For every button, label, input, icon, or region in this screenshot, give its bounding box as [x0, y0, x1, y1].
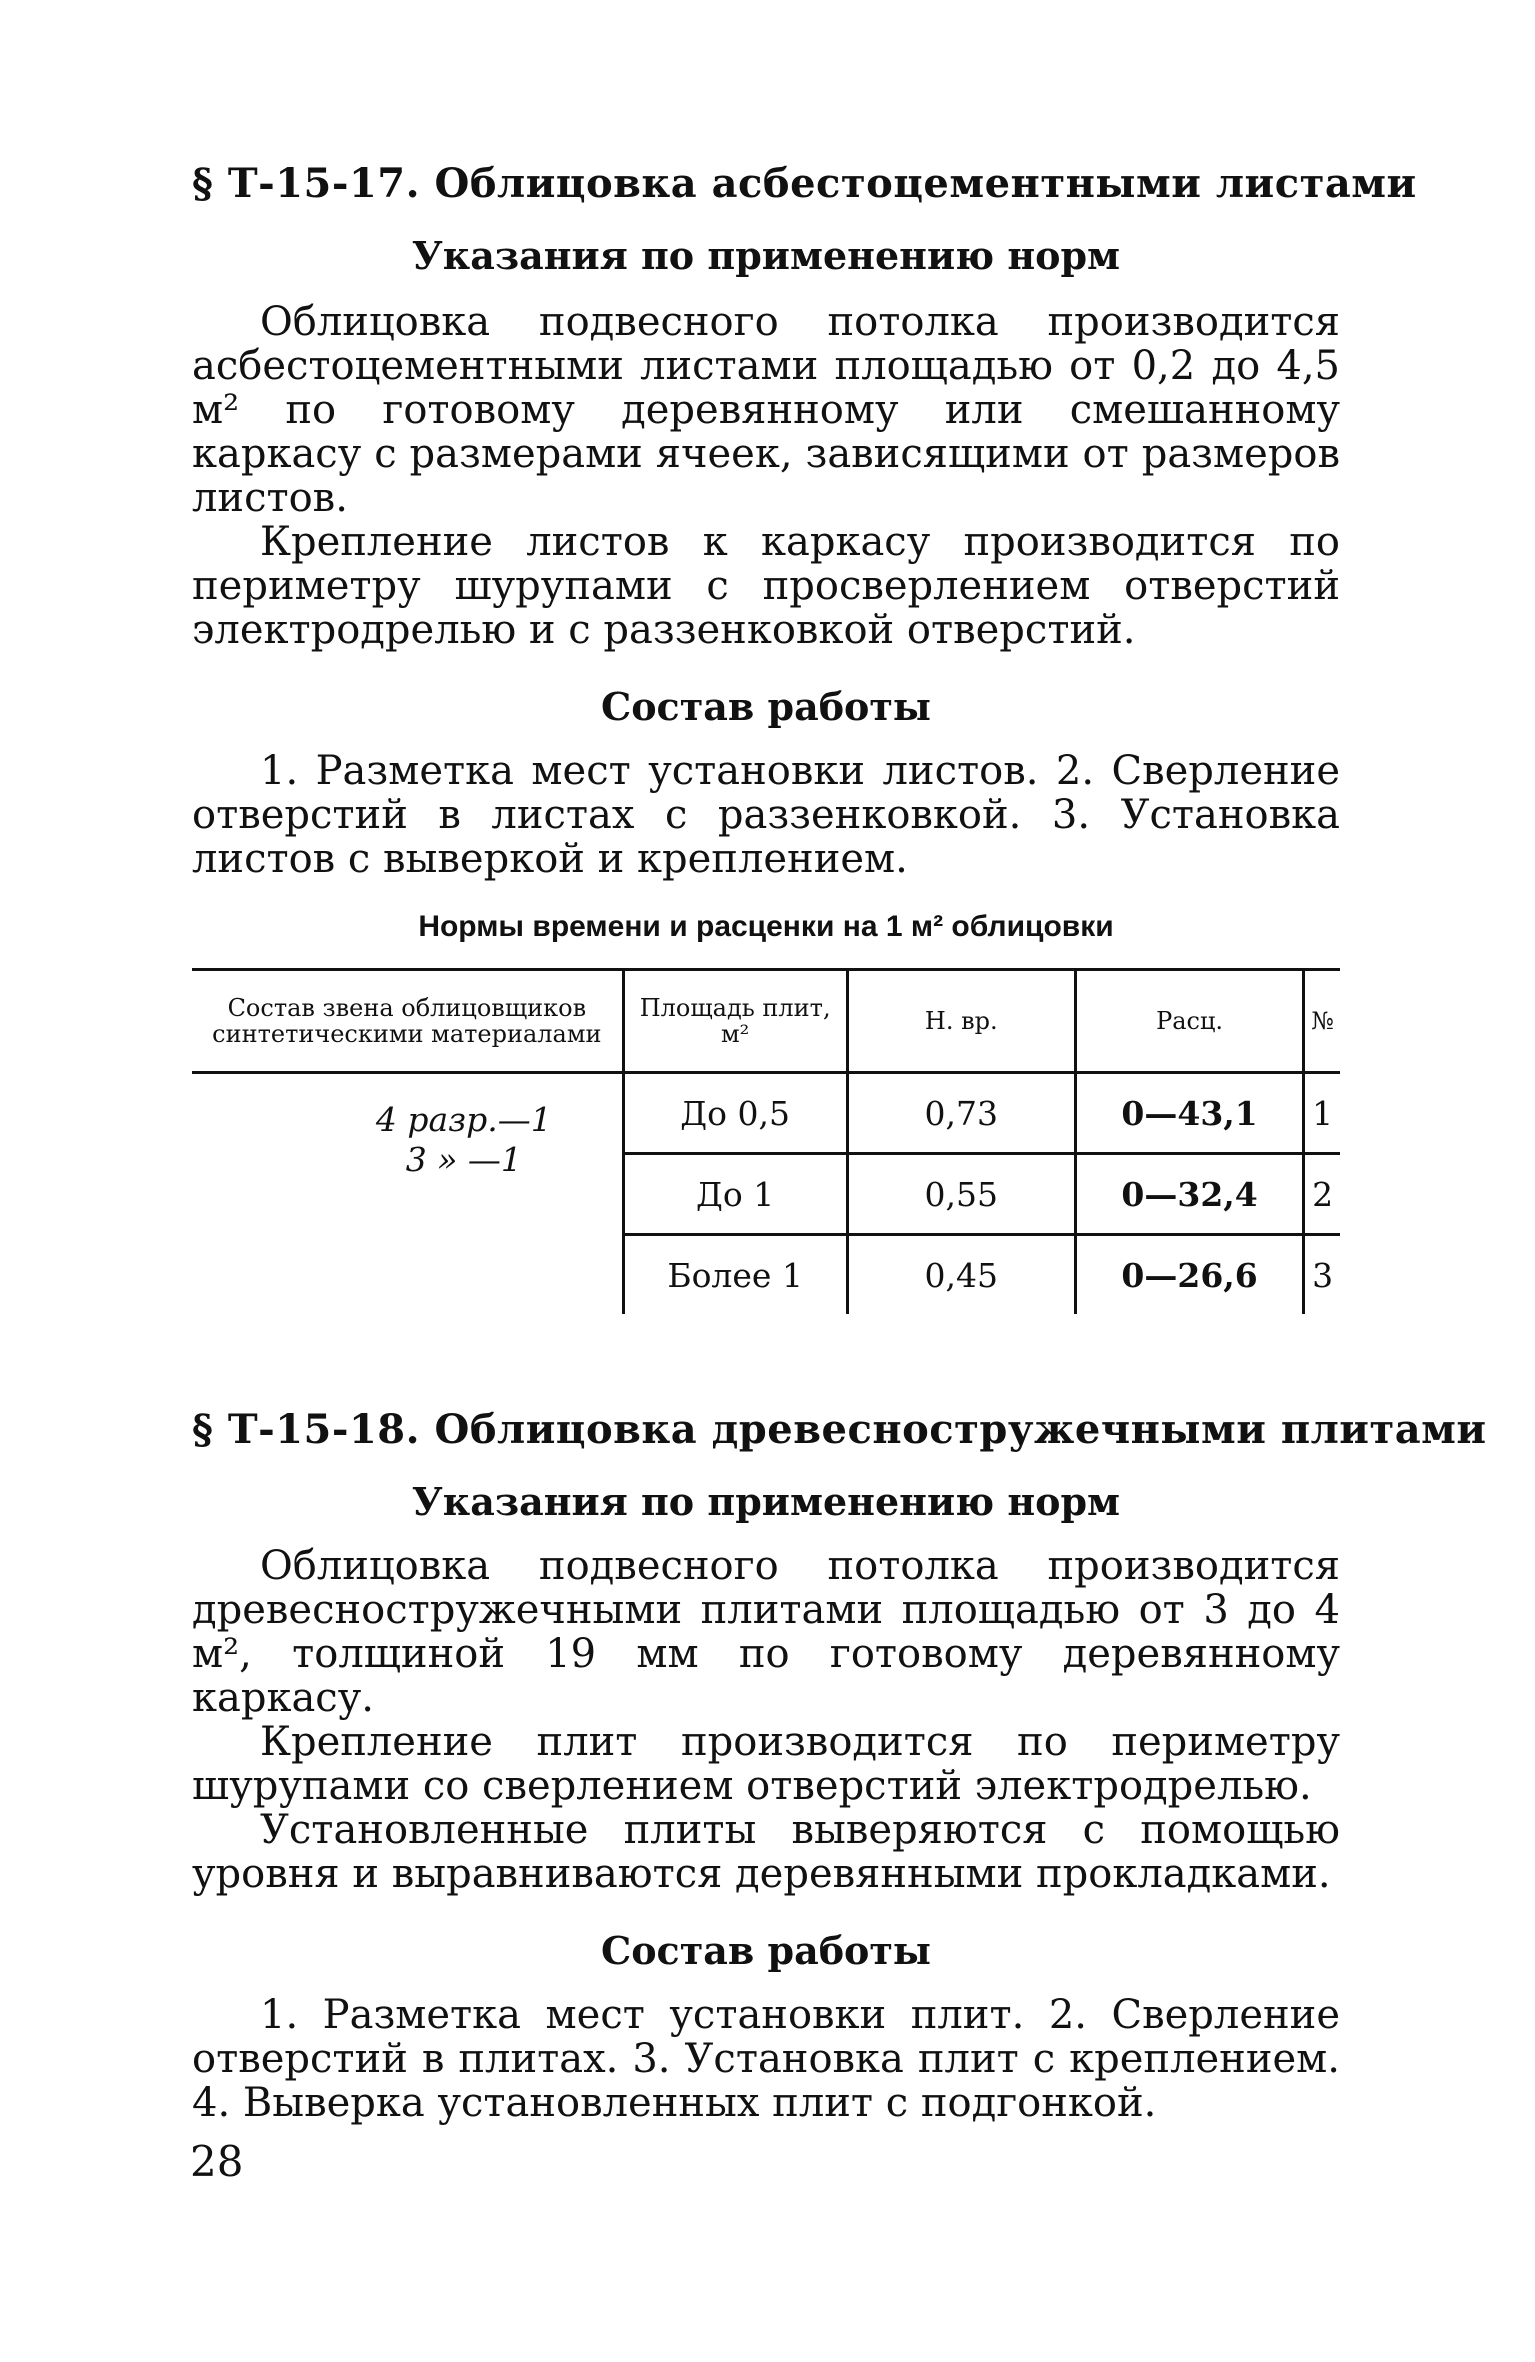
section-2-paragraph-1: Облицовка подвесного потолка производится древесностружечными плитами площадью от 3 до 4 м², толщиной 19 мм по готовому деревянному каркасу.	[192, 1543, 1340, 1721]
section-2-work-heading: Состав работы	[600, 1928, 932, 1973]
area-cell: До 0,5	[623, 1073, 847, 1154]
header-crew: Состав звена облицовщиков синтетическими материалами	[192, 970, 623, 1073]
section-2-work-text: 1. Разметка мест установки плит. 2. Сверление отверстий в плитах. 3. Установка плит с креплением. 4. Выверка установленных плит с подгонкой.	[192, 1992, 1340, 2126]
section-2-instructions-heading: Указания по применению норм	[411, 1479, 1121, 1524]
table-header-row	[192, 970, 1340, 1073]
section-2-title: § Т-15-18. Облицовка древесностружечными плитами	[192, 1406, 1487, 1453]
crew-line-1: 4 разр.—1	[375, 1100, 552, 1139]
section-1-work-text: 1. Разметка мест установки листов. 2. Сверление отверстий в листах с раззенковкой. 3. Установка листов с выверкой и креплением.	[192, 748, 1340, 882]
section-1-title: § Т-15-17. Облицовка асбестоцементными листами	[192, 160, 1417, 207]
area-cell: До 1	[623, 1154, 847, 1235]
num-cell: 1	[1304, 1073, 1340, 1154]
rate-cell: 0—43,1	[1075, 1073, 1303, 1154]
header-num: №	[1304, 970, 1340, 1073]
norms-table	[192, 968, 1340, 1314]
section-1-work-heading: Состав работы	[600, 684, 932, 729]
rate-cell: 0—32,4	[1075, 1154, 1303, 1235]
section-1-paragraph-2: Крепление листов к каркасу производится по периметру шурупами с просверлением отверстий электродрелью и с раззенковкой отверстий.	[192, 519, 1340, 653]
header-rate: Расц.	[1075, 970, 1303, 1073]
area-cell: Более 1	[623, 1235, 847, 1315]
section-2	[192, 1406, 1487, 2126]
table-title: Нормы времени и расценки на 1 м² облицовки	[418, 910, 1114, 943]
num-cell: 3	[1304, 1235, 1340, 1315]
num-cell: 2	[1304, 1154, 1340, 1235]
time-cell: 0,55	[847, 1154, 1075, 1235]
header-area: Площадь плит, м²	[623, 970, 847, 1073]
section-2-paragraph-3: Установленные плиты выверяются с помощью уровня и выравниваются деревянными прокладками.	[192, 1807, 1340, 1897]
section-1	[192, 160, 1417, 882]
time-cell: 0,45	[847, 1235, 1075, 1315]
rate-cell: 0—26,6	[1075, 1235, 1303, 1315]
crew-cell	[192, 1073, 623, 1315]
norms-table-block	[192, 910, 1340, 1314]
time-cell: 0,73	[847, 1073, 1075, 1154]
header-time: Н. вр.	[847, 970, 1075, 1073]
section-2-paragraph-2: Крепление плит производится по периметру шурупами со сверлением отверстий электродрелью.	[192, 1719, 1340, 1809]
section-1-paragraph-1: Облицовка подвесного потолка производится асбестоцементными листами площадью от 0,2 до 4,5 м² по готовому деревянному или смешанному каркасу с размерами ячеек, зависящими от размеров листов.	[192, 299, 1340, 521]
table-row	[192, 1073, 1340, 1154]
page-number: 28	[190, 2137, 244, 2186]
crew-line-2: 3 » —1	[405, 1140, 522, 1179]
section-1-instructions-heading: Указания по применению норм	[411, 233, 1121, 278]
